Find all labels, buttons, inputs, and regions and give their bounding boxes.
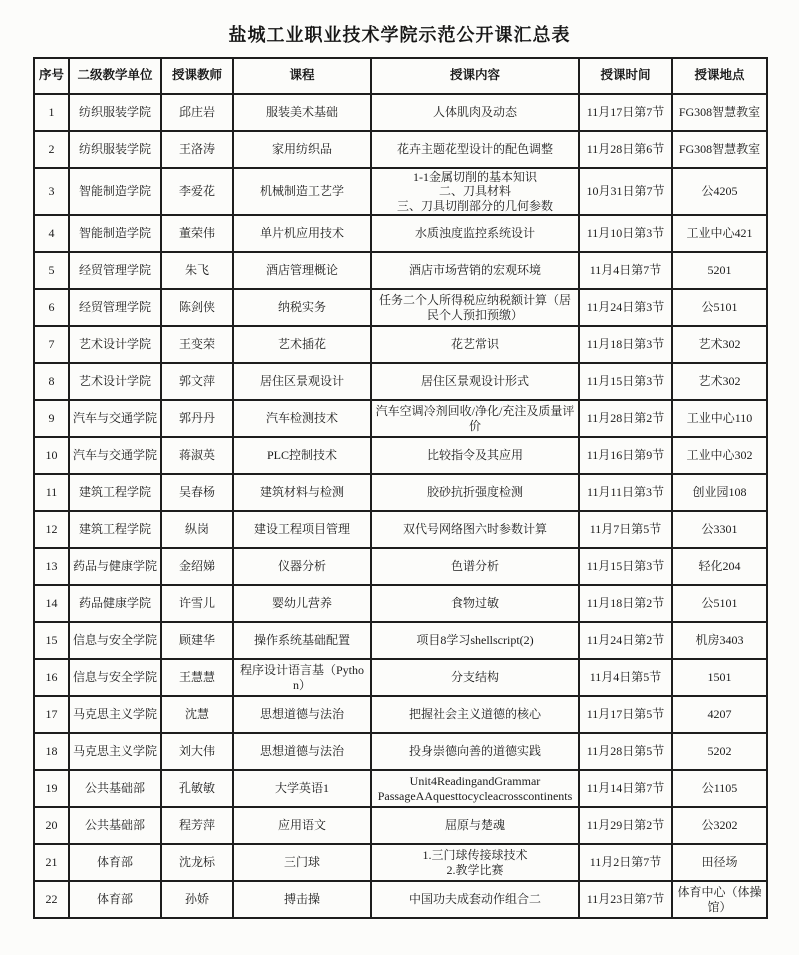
cell-course: 居住区景观设计 [233,363,371,400]
cell-location: 轻化204 [672,548,767,585]
cell-unit: 建筑工程学院 [69,474,161,511]
table-row [34,659,767,696]
header-teacher: 授课教师 [161,58,233,94]
cell-location: 公1105 [672,770,767,807]
table-row [34,363,767,400]
cell-time: 11月24日第2节 [579,622,672,659]
content-line: 2.教学比赛 [446,862,504,877]
cell-location: 田径场 [672,844,767,881]
cell-time: 11月28日第6节 [579,131,672,168]
cell-unit: 艺术设计学院 [69,326,161,363]
cell-unit: 信息与安全学院 [69,659,161,696]
cell-content: 双代号网络图六时参数计算 [371,511,579,548]
cell-location: 工业中心302 [672,437,767,474]
cell-teacher: 孙娇 [161,881,233,918]
table-row [34,400,767,437]
cell-location: 1501 [672,659,767,696]
cell-content: 食物过敏 [371,585,579,622]
cell-time: 11月15日第3节 [579,363,672,400]
cell-no: 5 [34,252,69,289]
cell-location: 机房3403 [672,622,767,659]
cell-no: 19 [34,770,69,807]
cell-unit: 公共基础部 [69,770,161,807]
cell-teacher: 沈龙标 [161,844,233,881]
cell-teacher: 郭丹丹 [161,400,233,437]
header-time: 授课时间 [579,58,672,94]
cell-time: 11月24日第3节 [579,289,672,326]
cell-location: 体育中心（体操馆） [672,881,767,918]
content-line: 1-1金属切削的基本知识 [413,170,537,184]
cell-time: 11月29日第2节 [579,807,672,844]
cell-time: 11月10日第3节 [579,215,672,252]
cell-course: 机械制造工艺学 [233,168,371,215]
cell-location: FG308智慧教室 [672,94,767,131]
cell-unit: 药品与健康学院 [69,548,161,585]
cell-no: 2 [34,131,69,168]
cell-course: 操作系统基础配置 [233,622,371,659]
cell-no: 15 [34,622,69,659]
cell-content [371,168,579,215]
content-line: 1.三门球传接球技术 [422,848,528,863]
cell-location: 5202 [672,733,767,770]
table-row [34,474,767,511]
cell-teacher: 李爱花 [161,168,233,215]
cell-no: 10 [34,437,69,474]
table-row [34,289,767,326]
cell-time: 11月4日第5节 [579,659,672,696]
cell-unit: 纺织服装学院 [69,94,161,131]
cell-teacher: 沈慧 [161,696,233,733]
header-location: 授课地点 [672,58,767,94]
cell-time: 11月16日第9节 [579,437,672,474]
content-line: 二、刀具材料 [438,184,511,199]
cell-no: 1 [34,94,69,131]
cell-time: 11月4日第7节 [579,252,672,289]
cell-course: 程序设计语言基（Python） [233,659,371,696]
cell-course: 搏击操 [233,881,371,918]
cell-no: 7 [34,326,69,363]
table-row [34,131,767,168]
cell-teacher: 吴春杨 [161,474,233,511]
cell-content: 汽车空调冷剂回收/净化/充注及质量评价 [371,400,579,437]
cell-content: 把握社会主义道德的核心 [371,696,579,733]
cell-teacher: 许雪儿 [161,585,233,622]
cell-unit: 药品健康学院 [69,585,161,622]
cell-content: 色谱分析 [371,548,579,585]
cell-location: 公5101 [672,585,767,622]
cell-time: 10月31日第7节 [579,168,672,215]
cell-unit: 体育部 [69,844,161,881]
cell-teacher: 王洛涛 [161,131,233,168]
table-row [34,511,767,548]
header-unit: 二级教学单位 [69,58,161,94]
cell-no: 21 [34,844,69,881]
cell-no: 11 [34,474,69,511]
table-row [34,844,767,881]
cell-content: 屈原与楚魂 [371,807,579,844]
cell-course: 服装美术基础 [233,94,371,131]
cell-no: 16 [34,659,69,696]
cell-time: 11月28日第2节 [579,400,672,437]
cell-content: 胶砂抗折强度检测 [371,474,579,511]
cell-teacher: 王变荣 [161,326,233,363]
cell-time: 11月17日第5节 [579,696,672,733]
cell-no: 4 [34,215,69,252]
cell-teacher: 邱庄岩 [161,94,233,131]
cell-content: 居住区景观设计形式 [371,363,579,400]
cell-teacher: 郭文萍 [161,363,233,400]
cell-content: 人体肌肉及动态 [371,94,579,131]
cell-teacher: 顾建华 [161,622,233,659]
content-line: Unit4ReadingandGrammar [409,774,541,789]
table-row [34,437,767,474]
cell-location: 公5101 [672,289,767,326]
cell-content: 比较指令及其应用 [371,437,579,474]
cell-content: 酒店市场营销的宏观环境 [371,252,579,289]
cell-time: 11月2日第7节 [579,844,672,881]
cell-location: 创业园108 [672,474,767,511]
cell-content: 分支结构 [371,659,579,696]
cell-content: 花艺常识 [371,326,579,363]
table-row [34,252,767,289]
cell-time: 11月18日第2节 [579,585,672,622]
cell-location: 公4205 [672,168,767,215]
table-row [34,326,767,363]
table-row [34,881,767,918]
cell-unit: 经贸管理学院 [69,289,161,326]
content-line: 三、刀具切削部分的几何参数 [396,198,553,213]
cell-time: 11月15日第3节 [579,548,672,585]
cell-teacher: 程芳萍 [161,807,233,844]
page-title: 盐城工业职业技术学院示范公开课汇总表 [228,25,571,45]
table-row [34,585,767,622]
cell-no: 8 [34,363,69,400]
header-course: 课程 [233,58,371,94]
cell-content: 水质浊度监控系统设计 [371,215,579,252]
cell-no: 18 [34,733,69,770]
cell-no: 14 [34,585,69,622]
cell-location: 艺术302 [672,326,767,363]
cell-no: 9 [34,400,69,437]
cell-course: 汽车检测技术 [233,400,371,437]
cell-no: 17 [34,696,69,733]
cell-content: 投身崇德向善的道德实践 [371,733,579,770]
cell-no: 22 [34,881,69,918]
cell-teacher: 朱飞 [161,252,233,289]
cell-time: 11月18日第3节 [579,326,672,363]
cell-no: 3 [34,168,69,215]
cell-content: 项目8学习shellscript(2) [371,622,579,659]
cell-time: 11月14日第7节 [579,770,672,807]
cell-course: 纳税实务 [233,289,371,326]
cell-location: 公3202 [672,807,767,844]
table-header-row [34,58,767,94]
cell-teacher: 蒋淑英 [161,437,233,474]
cell-course: 大学英语1 [233,770,371,807]
cell-unit: 马克思主义学院 [69,733,161,770]
cell-content: 任务二个人所得税应纳税额计算（居民个人预扣预缴） [371,289,579,326]
table-row [34,696,767,733]
content-line: PassageAAquesttocycleacrosscontinents [377,788,573,803]
cell-course: 应用语文 [233,807,371,844]
cell-no: 13 [34,548,69,585]
cell-location: 公3301 [672,511,767,548]
cell-teacher: 纵岗 [161,511,233,548]
cell-time: 11月11日第3节 [579,474,672,511]
header-content: 授课内容 [371,58,579,94]
cell-location: 艺术302 [672,363,767,400]
cell-teacher: 刘大伟 [161,733,233,770]
cell-content: 花卉主题花型设计的配色调整 [371,131,579,168]
table-row [34,168,767,215]
cell-time: 11月23日第7节 [579,881,672,918]
cell-course: 建设工程项目管理 [233,511,371,548]
cell-unit: 马克思主义学院 [69,696,161,733]
cell-no: 6 [34,289,69,326]
cell-course: 家用纺织品 [233,131,371,168]
cell-course: 艺术插花 [233,326,371,363]
cell-unit: 纺织服装学院 [69,131,161,168]
cell-no: 12 [34,511,69,548]
cell-content [371,770,579,807]
header-no: 序号 [34,58,69,94]
table-row [34,733,767,770]
cell-time: 11月28日第5节 [579,733,672,770]
cell-no: 20 [34,807,69,844]
cell-unit: 信息与安全学院 [69,622,161,659]
cell-teacher: 陈剑侠 [161,289,233,326]
cell-course: 酒店管理概论 [233,252,371,289]
cell-unit: 智能制造学院 [69,168,161,215]
table-row [34,622,767,659]
table-body [34,94,767,918]
cell-location: FG308智慧教室 [672,131,767,168]
cell-course: PLC控制技术 [233,437,371,474]
cell-time: 11月7日第5节 [579,511,672,548]
cell-course: 建筑材料与检测 [233,474,371,511]
cell-course: 思想道德与法治 [233,696,371,733]
open-class-table [33,57,768,919]
cell-unit: 智能制造学院 [69,215,161,252]
cell-location: 5201 [672,252,767,289]
table-row [34,770,767,807]
table-row [34,548,767,585]
cell-content: 中国功夫成套动作组合二 [371,881,579,918]
cell-course: 单片机应用技术 [233,215,371,252]
cell-unit: 汽车与交通学院 [69,400,161,437]
cell-time: 11月17日第7节 [579,94,672,131]
table-row [34,807,767,844]
cell-content [371,844,579,881]
cell-teacher: 王慧慧 [161,659,233,696]
cell-course: 三门球 [233,844,371,881]
cell-course: 仪器分析 [233,548,371,585]
cell-teacher: 董荣伟 [161,215,233,252]
cell-location: 工业中心110 [672,400,767,437]
cell-unit: 艺术设计学院 [69,363,161,400]
cell-unit: 汽车与交通学院 [69,437,161,474]
cell-teacher: 金绍娣 [161,548,233,585]
cell-course: 婴幼儿营养 [233,585,371,622]
table-row [34,215,767,252]
cell-unit: 经贸管理学院 [69,252,161,289]
cell-location: 工业中心421 [672,215,767,252]
table-row [34,94,767,131]
cell-unit: 建筑工程学院 [69,511,161,548]
cell-location: 4207 [672,696,767,733]
cell-teacher: 孔敏敏 [161,770,233,807]
cell-unit: 体育部 [69,881,161,918]
cell-unit: 公共基础部 [69,807,161,844]
cell-course: 思想道德与法治 [233,733,371,770]
